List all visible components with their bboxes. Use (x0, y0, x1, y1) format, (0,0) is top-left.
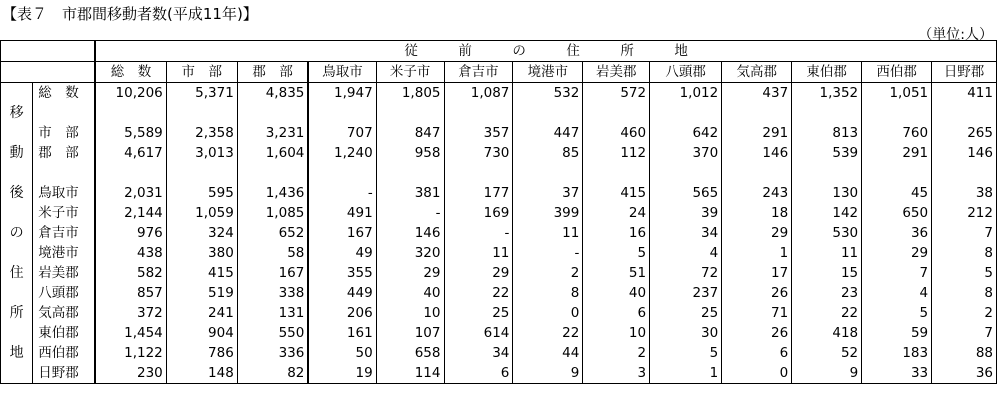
table-cell: - (376, 203, 444, 223)
table-cell: - (513, 243, 583, 263)
column-header: 鳥取市 (308, 62, 376, 83)
table-cell: 565 (650, 183, 722, 203)
table-cell: 40 (376, 283, 444, 303)
side-label-char: 住 (1, 263, 33, 283)
table-cell: 324 (166, 223, 237, 243)
table-cell: 2 (513, 263, 583, 283)
table-cell: 614 (444, 323, 513, 343)
table-cell: 58 (237, 243, 308, 263)
table-cell: 372 (95, 303, 166, 323)
side-label-char (1, 163, 33, 183)
row-label: 八頭郡 (33, 283, 95, 303)
table-cell: 3,013 (166, 143, 237, 163)
table-cell: 336 (237, 343, 308, 363)
column-header: 倉吉市 (444, 62, 513, 83)
table-cell: 49 (308, 243, 376, 263)
table-cell (862, 163, 932, 183)
table-cell: 1,352 (792, 83, 862, 104)
table-cell: 1 (650, 363, 722, 384)
side-label-char (1, 83, 33, 104)
table-cell: 415 (166, 263, 237, 283)
table-cell: 23 (792, 283, 862, 303)
table-cell: 142 (792, 203, 862, 223)
table-cell: 582 (95, 263, 166, 283)
table-cell: 857 (95, 283, 166, 303)
table-cell: 7 (932, 323, 997, 343)
table-cell: 519 (166, 283, 237, 303)
table-cell: 291 (862, 143, 932, 163)
table-cell: 381 (376, 183, 444, 203)
table-row (1, 203, 997, 223)
table-cell: 1,012 (650, 83, 722, 104)
table-cell: 2 (932, 303, 997, 323)
table-cell: 265 (932, 123, 997, 143)
table-cell: 161 (308, 323, 376, 343)
side-label-char (1, 323, 33, 343)
table-cell: 1,087 (444, 83, 513, 104)
table-cell (237, 163, 308, 183)
table-cell (376, 163, 444, 183)
table-cell: 418 (792, 323, 862, 343)
table-cell: 595 (166, 183, 237, 203)
column-header: 郡 部 (237, 62, 308, 83)
table-cell: 2,358 (166, 123, 237, 143)
table-cell: 1,085 (237, 203, 308, 223)
table-row (1, 283, 997, 303)
table-row (1, 123, 997, 143)
table-cell: 243 (722, 183, 792, 203)
table-cell (583, 163, 650, 183)
table-cell: 2 (583, 343, 650, 363)
table-cell: 1,604 (237, 143, 308, 163)
table-row (1, 323, 997, 343)
table-cell (444, 103, 513, 123)
table-cell: 11 (792, 243, 862, 263)
table-cell: 34 (444, 343, 513, 363)
table-cell: 572 (583, 83, 650, 104)
table-cell: 9 (792, 363, 862, 384)
table-cell: 5,589 (95, 123, 166, 143)
table-row (1, 103, 997, 123)
table-cell: 11 (444, 243, 513, 263)
table-cell: 22 (444, 283, 513, 303)
unit-label: （単位:人） (918, 27, 993, 43)
table-cell: 206 (308, 303, 376, 323)
table-cell: 4,617 (95, 143, 166, 163)
table-row (1, 223, 997, 243)
table-cell: 437 (722, 83, 792, 104)
table-cell: 1 (722, 243, 792, 263)
column-header: 市 部 (166, 62, 237, 83)
table-cell: 148 (166, 363, 237, 384)
table-row (1, 83, 997, 104)
table-cell: 237 (650, 283, 722, 303)
table-cell: 813 (792, 123, 862, 143)
table-title: 【表７ 市郡間移動者数(平成11年)】 (2, 5, 258, 23)
table-cell: 658 (376, 343, 444, 363)
table-cell: 177 (444, 183, 513, 203)
table-cell: 707 (308, 123, 376, 143)
side-label-char (1, 203, 33, 223)
table-cell: 7 (862, 263, 932, 283)
table-cell: 1,947 (308, 83, 376, 104)
side-label-char (1, 243, 33, 263)
table-cell: 4 (862, 283, 932, 303)
table-cell (932, 103, 997, 123)
row-label: 境港市 (33, 243, 95, 263)
row-label: 日野郡 (33, 363, 95, 384)
column-header: 日野郡 (932, 62, 997, 83)
table-cell: 230 (95, 363, 166, 384)
table-cell: 320 (376, 243, 444, 263)
table-cell: 169 (444, 203, 513, 223)
table-cell (237, 103, 308, 123)
side-label-char (1, 283, 33, 303)
table-cell: 29 (722, 223, 792, 243)
table-cell: 146 (722, 143, 792, 163)
side-label-char: 所 (1, 303, 33, 323)
table-cell: 85 (513, 143, 583, 163)
table-cell: 539 (792, 143, 862, 163)
table-cell: 370 (650, 143, 722, 163)
table-cell: 25 (650, 303, 722, 323)
row-label: 西伯郡 (33, 343, 95, 363)
table-cell (862, 103, 932, 123)
table-cell: 2,031 (95, 183, 166, 203)
table-cell: 1,454 (95, 323, 166, 343)
table-cell (650, 163, 722, 183)
table-cell: 18 (722, 203, 792, 223)
table-cell: 241 (166, 303, 237, 323)
table-cell: 438 (95, 243, 166, 263)
table-cell: 2,144 (95, 203, 166, 223)
group-header-row (1, 41, 997, 62)
table-cell: 22 (792, 303, 862, 323)
side-label-char: の (1, 223, 33, 243)
table-cell: 730 (444, 143, 513, 163)
table-cell: 5 (650, 343, 722, 363)
table-cell: 50 (308, 343, 376, 363)
table-cell: 15 (792, 263, 862, 283)
row-label (33, 103, 95, 123)
table-cell: 5,371 (166, 83, 237, 104)
table-cell: 1,051 (862, 83, 932, 104)
table-cell (513, 103, 583, 123)
table-cell: 33 (862, 363, 932, 384)
table-cell (95, 163, 166, 183)
table-cell: 26 (722, 283, 792, 303)
table-cell: 29 (444, 263, 513, 283)
row-label (33, 163, 95, 183)
row-label: 総 数 (33, 83, 95, 104)
table-cell: - (308, 183, 376, 203)
table-cell: 1,805 (376, 83, 444, 104)
table-cell: 212 (932, 203, 997, 223)
table-cell: 532 (513, 83, 583, 104)
column-header: 境港市 (513, 62, 583, 83)
table-cell (308, 163, 376, 183)
table-cell: 8 (513, 283, 583, 303)
table-cell (166, 163, 237, 183)
table-cell: 847 (376, 123, 444, 143)
table-row (1, 343, 997, 363)
table-cell: 3 (583, 363, 650, 384)
table-cell: 183 (862, 343, 932, 363)
table-cell (792, 163, 862, 183)
table-cell: 6 (444, 363, 513, 384)
table-cell: 88 (932, 343, 997, 363)
table-cell: 107 (376, 323, 444, 343)
table-cell: 447 (513, 123, 583, 143)
table-cell: 8 (932, 243, 997, 263)
column-header: 西伯郡 (862, 62, 932, 83)
table-cell: 40 (583, 283, 650, 303)
table-cell (722, 103, 792, 123)
table-cell: 1,436 (237, 183, 308, 203)
table-cell: 71 (722, 303, 792, 323)
table-cell: 976 (95, 223, 166, 243)
table-cell: 530 (792, 223, 862, 243)
table-cell: 52 (792, 343, 862, 363)
table-cell: 36 (862, 223, 932, 243)
row-label: 郡 部 (33, 143, 95, 163)
column-header: 岩美郡 (583, 62, 650, 83)
table-cell: 146 (376, 223, 444, 243)
table-cell: 786 (166, 343, 237, 363)
row-label: 倉吉市 (33, 223, 95, 243)
table-cell: 652 (237, 223, 308, 243)
table-cell: - (444, 223, 513, 243)
table-cell (376, 103, 444, 123)
column-header: 気高郡 (722, 62, 792, 83)
table-cell: 82 (237, 363, 308, 384)
table-cell: 1,240 (308, 143, 376, 163)
table-cell: 460 (583, 123, 650, 143)
table-cell: 16 (583, 223, 650, 243)
table-cell: 59 (862, 323, 932, 343)
table-cell: 760 (862, 123, 932, 143)
table-cell: 1,122 (95, 343, 166, 363)
side-label-char: 移 (1, 103, 33, 123)
table-cell (166, 103, 237, 123)
table-cell (95, 103, 166, 123)
table-cell: 167 (308, 223, 376, 243)
table-cell: 642 (650, 123, 722, 143)
table-cell: 491 (308, 203, 376, 223)
table-cell: 39 (650, 203, 722, 223)
table-row (1, 143, 997, 163)
side-label-char (1, 363, 33, 384)
table-cell: 29 (376, 263, 444, 283)
table-cell: 7 (932, 223, 997, 243)
table-cell: 5 (932, 263, 997, 283)
side-label-char: 動 (1, 143, 33, 163)
table-cell (513, 163, 583, 183)
table-cell (444, 163, 513, 183)
table-cell: 130 (792, 183, 862, 203)
table-row (1, 363, 997, 384)
table-cell: 357 (444, 123, 513, 143)
column-header: 東伯郡 (792, 62, 862, 83)
table-cell: 5 (862, 303, 932, 323)
table-cell: 112 (583, 143, 650, 163)
table-cell: 415 (583, 183, 650, 203)
table-row (1, 163, 997, 183)
table-cell: 44 (513, 343, 583, 363)
table-cell: 6 (722, 343, 792, 363)
table-row (1, 183, 997, 203)
table-cell: 355 (308, 263, 376, 283)
table-cell: 10,206 (95, 83, 166, 104)
table-cell: 45 (862, 183, 932, 203)
table-cell: 24 (583, 203, 650, 223)
table-cell: 72 (650, 263, 722, 283)
table-cell: 167 (237, 263, 308, 283)
migration-table (0, 40, 997, 384)
table-cell: 0 (722, 363, 792, 384)
table-cell: 380 (166, 243, 237, 263)
table-cell: 5 (583, 243, 650, 263)
table-cell (583, 103, 650, 123)
table-cell: 51 (583, 263, 650, 283)
column-header: 総 数 (95, 62, 166, 83)
table-cell: 25 (444, 303, 513, 323)
table-cell: 1,059 (166, 203, 237, 223)
table-cell: 8 (932, 283, 997, 303)
table-row (1, 243, 997, 263)
table-cell: 10 (583, 323, 650, 343)
row-label: 気高郡 (33, 303, 95, 323)
table-cell: 3,231 (237, 123, 308, 143)
table-cell: 29 (862, 243, 932, 263)
table-row (1, 303, 997, 323)
table-cell: 131 (237, 303, 308, 323)
table-cell: 146 (932, 143, 997, 163)
table-cell: 19 (308, 363, 376, 384)
table-cell: 0 (513, 303, 583, 323)
table-cell: 22 (513, 323, 583, 343)
table-cell: 411 (932, 83, 997, 104)
table-cell: 650 (862, 203, 932, 223)
table-cell: 449 (308, 283, 376, 303)
table-cell (792, 103, 862, 123)
table-cell: 34 (650, 223, 722, 243)
table-cell: 17 (722, 263, 792, 283)
table-cell: 38 (932, 183, 997, 203)
row-label: 米子市 (33, 203, 95, 223)
row-label: 岩美郡 (33, 263, 95, 283)
side-label-char: 後 (1, 183, 33, 203)
table-cell: 6 (583, 303, 650, 323)
table-cell: 10 (376, 303, 444, 323)
table-cell: 4 (650, 243, 722, 263)
group-header: 従 前 の 住 所 地 (95, 41, 996, 62)
column-header: 八頭郡 (650, 62, 722, 83)
row-label: 市 部 (33, 123, 95, 143)
table-cell (308, 103, 376, 123)
table-cell: 399 (513, 203, 583, 223)
table-cell (650, 103, 722, 123)
table-cell: 4,835 (237, 83, 308, 104)
table-cell: 26 (722, 323, 792, 343)
table-cell: 9 (513, 363, 583, 384)
table-cell: 11 (513, 223, 583, 243)
table-cell: 30 (650, 323, 722, 343)
table-cell: 338 (237, 283, 308, 303)
column-header: 米子市 (376, 62, 444, 83)
table-cell: 36 (932, 363, 997, 384)
side-label-char: 地 (1, 343, 33, 363)
table-cell: 904 (166, 323, 237, 343)
table-cell (722, 163, 792, 183)
table-cell: 958 (376, 143, 444, 163)
side-label-char (1, 123, 33, 143)
table-cell: 37 (513, 183, 583, 203)
table-cell: 114 (376, 363, 444, 384)
table-cell (932, 163, 997, 183)
row-label: 東伯郡 (33, 323, 95, 343)
table-cell: 550 (237, 323, 308, 343)
row-label: 鳥取市 (33, 183, 95, 203)
table-row (1, 263, 997, 283)
column-header-row (1, 62, 997, 83)
table-cell: 291 (722, 123, 792, 143)
